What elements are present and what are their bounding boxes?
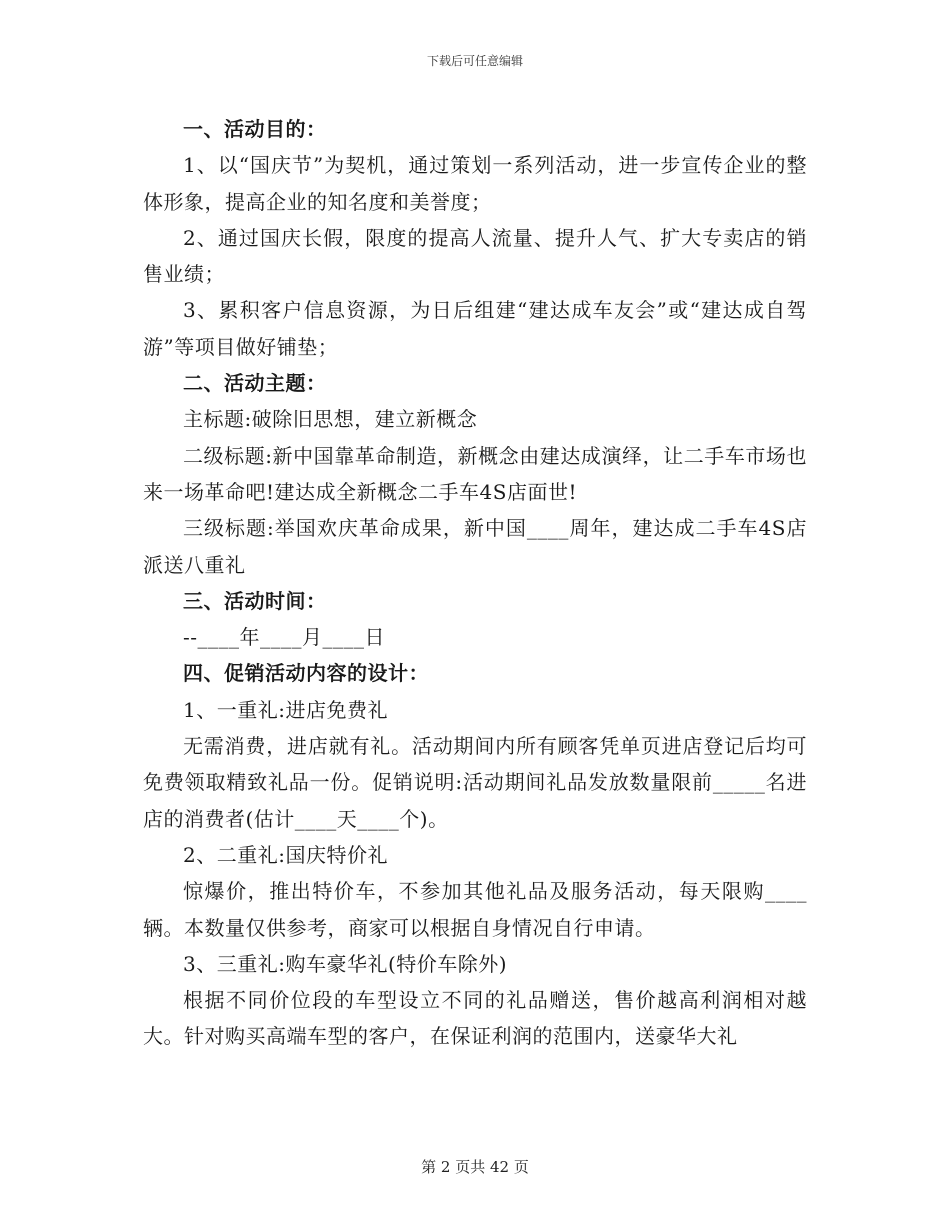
paragraph: 根据不同价位段的车型设立不同的礼品赠送，售价越高利润相对越大。针对购买高端车型的客户，在保证利润的范围内，送豪华大礼 [143,988,807,1049]
paragraph: 三级标题:举国欢庆革命成果，新中国____周年，建达成二手车4S店派送八重礼 [143,516,807,577]
paragraph: 二级标题:新中国靠革命制造，新概念由建达成演绎，让二手车市场也来一场革命吧!建达成全新概念二手车4S店面世! [143,443,807,504]
paragraph: 惊爆价，推出特价车，不参加其他礼品及服务活动，每天限购____辆。本数量仅供参考，商家可以根据自身情况自行申请。 [143,879,807,940]
section-heading: 一、活动目的： [183,117,327,141]
paragraph: 2、二重礼:国庆特价礼 [183,842,388,867]
page-footer: 第 2 页共 42 页 [421,1158,529,1176]
section-heading: 四、促销活动内容的设计： [183,661,429,686]
paragraph: 1、以“国庆节”为契机，通过策划一系列活动，进一步宣传企业的整体形象，提高企业的知名度和美誉度； [143,153,807,214]
document-body [143,111,807,1055]
paragraph: 无需消费，进店就有礼。活动期间内所有顾客凭单页进店登记后均可免费领取精致礼品一份。促销说明:活动期间礼品发放数量限前_____名进店的消费者(估计____天____个)。 [143,734,807,831]
paragraph: 3、累积客户信息资源，为日后组建“建达成车友会”或“建达成自驾游”等项目做好铺垫； [143,298,807,359]
section-heading: 二、活动主题： [183,371,327,396]
paragraph: 主标题:破除旧思想，建立新概念 [183,407,478,432]
page-header: 下载后可任意编辑 [426,54,523,68]
section-heading: 三、活动时间： [183,588,327,613]
paragraph: 1、一重礼:进店免费礼 [183,697,388,722]
paragraph: --____年____月____日 [183,625,386,650]
paragraph: 2、通过国庆长假，限度的提高人流量、提升人气、扩大专卖店的销售业绩； [143,225,807,287]
paragraph: 3、三重礼:购车豪华礼(特价车除外) [183,951,508,976]
